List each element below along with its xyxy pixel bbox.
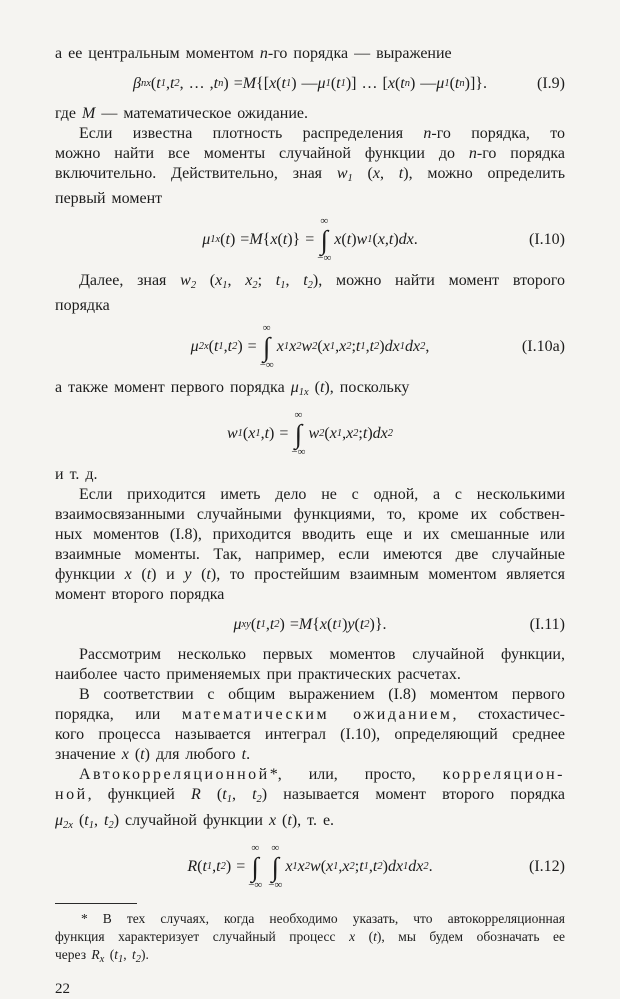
integral-sign-icon: ∞ ∫ −∞	[317, 215, 332, 265]
footnote-line: функция характеризует случайный процесс x (t), мы будем обозначать ее	[55, 928, 565, 944]
formula-i12	[55, 841, 565, 893]
equation-label: (I.10)	[529, 231, 565, 249]
text-line: порядка	[55, 297, 110, 315]
text-line: μ2x (t1, t2) случайной функции x (t), т. е.	[55, 811, 335, 831]
text-line: значение x (t) для любого t.	[55, 746, 251, 764]
footnote-line: через $R_x$ ($t_1$, $t_2$).	[55, 946, 149, 965]
text-line: и т. д.	[55, 466, 98, 484]
text-line: ной, функцией R (t1, t2) называется момент второго порядка	[55, 786, 566, 806]
integral-sign-icon: ∞ ∫ −∞	[268, 841, 283, 891]
text-line: Если приходится иметь дело не с одной, а с несколькими	[79, 486, 565, 504]
formula-i11	[55, 610, 565, 640]
formula-i10a	[55, 321, 565, 373]
text-line: а также момент первого порядка μ1x (t), поскольку	[55, 379, 410, 399]
equation-label: (I.12)	[529, 857, 565, 875]
text-line: момент второго порядка	[55, 586, 225, 604]
text-line: кого процесса называется интеграл (I.10), определяющий среднее	[55, 726, 565, 744]
footnote	[55, 910, 565, 969]
footnote-line: * В тех случаях, когда необходимо указать, что автокорреляционная	[81, 910, 565, 926]
text-line: ных моментов (I.8), приходится вводить еще и их смешанные или	[55, 526, 565, 544]
equation-body: w 1 ( x 1 , t ) = ∞ ∫ −∞ w 2 ( x 1 , x 2 ; t ) dx 2	[226, 409, 394, 459]
footnote-rule	[55, 903, 137, 904]
text-line: Далее, зная w2 (x1, x2; t1, t2), можно найти момент второго	[79, 272, 566, 292]
formula-i10	[55, 214, 565, 266]
equation-label: (I.10a)	[521, 338, 565, 356]
equation-body: μ xy ( t 1 , t 2 ) = M { x ( t 1 ) y ( t 2 )}.	[233, 616, 387, 634]
formula-w1	[55, 408, 565, 460]
equation-body: β nx ( t 1 , t 2 , … , t n ) = M {[ x ( t 1 ) — μ 1 ( t 1 )] … [ x ( t n ) — μ 1 ( t n )]}.	[133, 75, 487, 92]
text-line: Рассмотрим несколько первых моментов случайной функции,	[79, 646, 565, 664]
text-line: взаимные моменты. Так, например, если имеются две случайные	[55, 546, 565, 564]
equation-label: (I.9)	[537, 75, 565, 92]
text-line: Если известна плотность распределения n-го порядка, то	[79, 125, 566, 142]
text-line: Автокорреляционной*, или, просто, корреляцион-	[79, 766, 565, 784]
page-number: 22	[55, 980, 70, 997]
integral-sign-icon: ∞ ∫ −∞	[248, 841, 263, 891]
formula-i9	[55, 69, 565, 99]
text-line: наиболее часто применяемых при практических расчетах.	[55, 666, 461, 684]
text-line: включительно. Действительно, зная w1 (x, t), можно определить	[55, 165, 566, 185]
text-line: а ее центральным моментом n-го порядка — выражение	[55, 45, 452, 62]
equation-body: μ 1x ( t ) = M { x ( t )} = ∞ ∫ −∞ x ( t ) w 1 ( x , t ) dx .	[202, 215, 418, 265]
text-line: можно найти все моменты случайной функции до n-го порядка	[55, 145, 566, 162]
integral-sign-icon: ∞ ∫ −∞	[259, 322, 274, 372]
text-line: где M — математическое ожидание.	[55, 105, 308, 122]
text-line: В соответствии с общим выражением (I.8) моментом первого	[79, 686, 565, 704]
equation-label: (I.11)	[529, 616, 565, 634]
equation-body: μ 2x ( t 1 , t 2 ) = ∞ ∫ −∞ x 1 x 2 w 2 ( x 1 , x 2 ; t 1 , t 2 ) dx 1 dx 2 ,	[190, 322, 430, 372]
integral-sign-icon: ∞ ∫ −∞	[291, 409, 306, 459]
text-line: первый момент	[55, 190, 163, 208]
text-line: порядка, или математическим ожиданием, стохастичес-	[55, 706, 565, 724]
text-line: взаимосвязанными случайными функциями, то, кроме их собствен-	[55, 506, 565, 524]
text-line: функции x (t) и y (t), то простейшим взаимным моментом является	[55, 566, 566, 584]
equation-body: R ( t 1 , t 2 ) = ∞ ∫ −∞ ∞ ∫ −∞ x 1 x 2 w ( x 1 , x 2 ; t 1 , t 2 ) dx 1 dx 2 .	[187, 841, 433, 891]
